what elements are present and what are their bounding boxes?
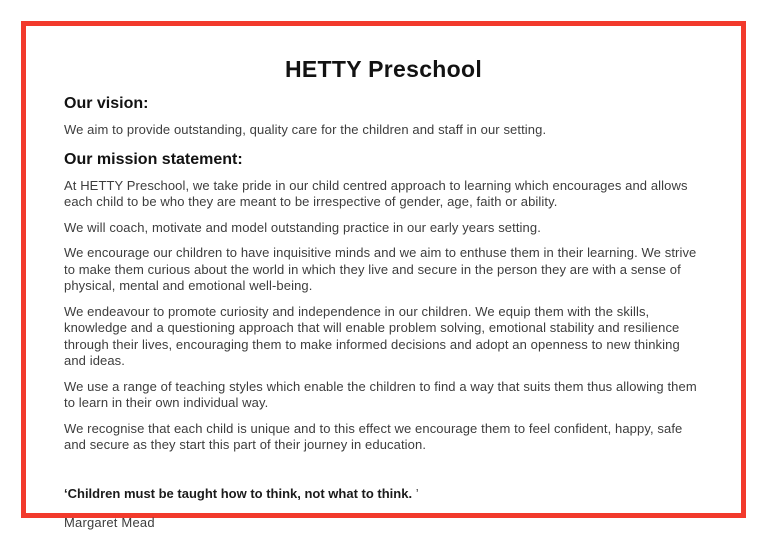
mission-paragraph-1: At HETTY Preschool, we take pride in our child centred approach to learning which encourages and allows each child to be who they are meant to be irrespective of gender, age, faith or ability. xyxy=(64,177,688,209)
mission-heading: Our mission statement: xyxy=(64,150,243,168)
quote-closing-mark: ’ xyxy=(415,485,419,501)
mission-paragraph-2: We will coach, motivate and model outstanding practice in our early years setting. xyxy=(64,219,541,235)
mission-paragraph-4: We endeavour to promote curiosity and independence in our children. We equip them with the skills, knowledge and a questioning approach that will enable problem solving, emotional stability and resilience through their lives, encouraging them to make informed decisions and adopt an openness to new thinking and ideas. xyxy=(64,303,680,368)
quote xyxy=(64,486,703,503)
mission-paragraph-3: We encourage our children to have inquisitive minds and we aim to enthuse them in their learning. We strive to make them curious about the world in which they live and secure in the person they are with a sense of physical, mental and emotional well-being. xyxy=(64,245,697,293)
quote-text: ‘Children must be taught how to think, not what to think. xyxy=(64,485,416,501)
quote-author: Margaret Mead xyxy=(64,515,155,530)
page-title: HETTY Preschool xyxy=(284,56,483,82)
vision-text: We aim to provide outstanding, quality care for the children and staff in our setting. xyxy=(64,122,547,137)
mission-paragraph-6: We recognise that each child is unique and to this effect we encourage them to feel confident, happy, safe and secure as they start this part of their journey in education. xyxy=(64,420,683,452)
vision-heading: Our vision: xyxy=(64,95,149,112)
red-border-frame xyxy=(21,21,746,530)
mission-paragraph-5: We use a range of teaching styles which enable the children to find a way that suits them thus allowing them to learn in their own individual way. xyxy=(64,378,697,410)
